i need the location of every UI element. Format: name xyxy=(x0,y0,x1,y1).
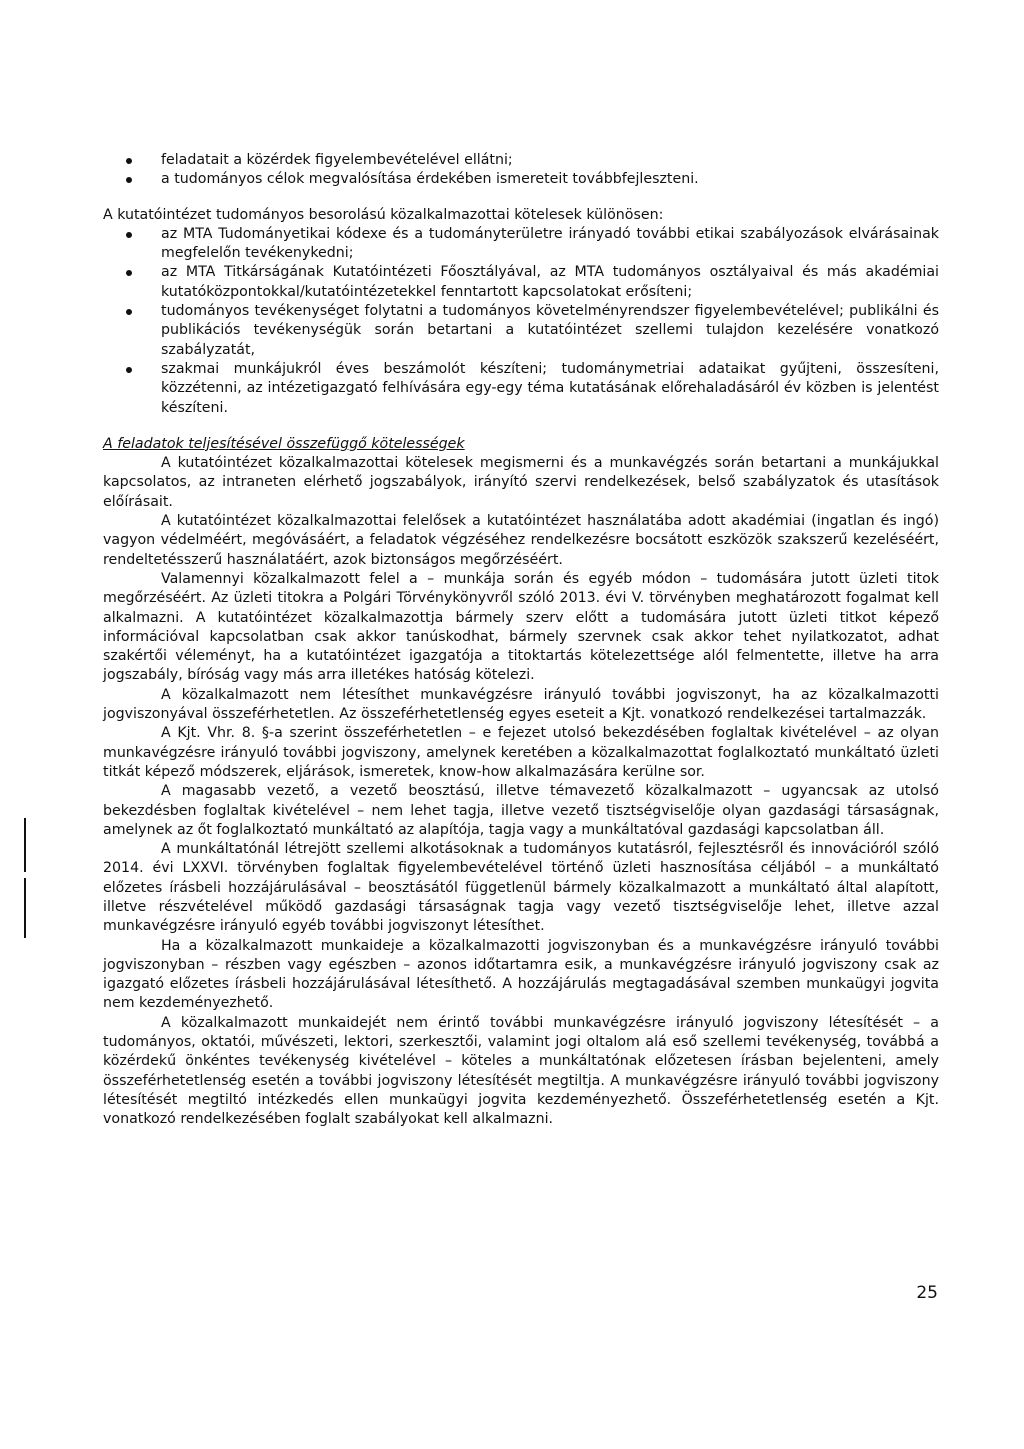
paragraph: A közalkalmazott nem létesíthet munkavégzésre irányuló további jogviszonyt, ha az közalkalmazotti jogviszonyával összeférhetetlen. Az összeférhetetlenség egyes eseteit a Kjt. vonatkozó rendelkezései tartalmazzák. xyxy=(103,686,939,723)
paragraph: Valamennyi közalkalmazott felel a – munkája során és egyéb módon – tudomására jutott üzleti titok megőrzéséért. Az üzleti titokra a Polgári Törvénykönyvről szóló 2013. évi V. törvényben meghatározott fogalmat kell alkalmazni. A kutatóintézet közalkalmazottja bármely szerv előtt a tudomására jutott üzleti titkot képező információval kapcsolatban csak akkor tanúskodhat, bármely szervnek csak akkor tehet nyilatkozatot, adhat szakértői véleményt, ha a kutatóintézet igazgatója a titoktartás kötelezettsége alól felmentette, illetve ha arra jogszabály, bíróság vagy más arra illetékes hatóság kötelezi. xyxy=(103,570,939,684)
paragraph: Ha a közalkalmazott munkaideje a közalkalmazotti jogviszonyban és a munkavégzésre irányuló további jogviszonyban – részben vagy egészben – azonos időtartamra esik, a munkavégzésre irányuló jogviszony csak az igazgató előzetes írásbeli hozzájárulásával létesíthető. A hozzájárulás megtagadásával szemben munkaügyi jogvita nem kezdeményezhető. xyxy=(103,937,939,1012)
change-bar xyxy=(24,818,26,872)
obligations-bullet-list xyxy=(103,225,939,418)
list-item: az MTA Titkárságának Kutatóintézeti Főosztályával, az MTA tudományos osztályaival és más akadémiai kutatóközpontokkal/kutatóintézetekkel fenntartott kapcsolatokat erősíteni; xyxy=(103,263,939,302)
paragraph: A közalkalmazott munkaidejét nem érintő további munkavégzésre irányuló jogviszony létesítését – a tudományos, oktatói, művészeti, lektori, szerkesztői, valamint jogi oltalom alá eső szellemi tevékenység, továbbá a közérdekű önkéntes tevékenység kivételével – köteles a munkáltatónak előzetesen írásban bejelenteni, amely összeférhetetlenség esetén a további jogviszony létesítését megtiltja. A munkavégzésre irányuló további jogviszony létesítését megtiltó intézkedés ellen munkaügyi jogvita kezdeményezhető. Összeférhetetlenség esetén a Kjt. vonatkozó rendelkezésében foglalt szabályokat kell alkalmazni. xyxy=(103,1014,939,1128)
change-bar xyxy=(24,878,26,938)
paragraph: A kutatóintézet közalkalmazottai felelősek a kutatóintézet használatába adott akadémiai (ingatlan és ingó) vagyon védelméért, megóvásáért, a feladatok végzéséhez rendelkezésre bocsátott eszközök szakszerű kezeléséért, rendeltetésszerű használatáért, azok biztonságos megőrzéséért. xyxy=(103,513,939,568)
obligations-intro: A kutatóintézet tudományos besorolású közalkalmazottai kötelesek különösen: xyxy=(103,206,664,223)
list-item: tudományos tevékenységet folytatni a tudományos követelményrendszer figyelembevételével; publikálni és publikációs tevékenységük során betartani a kutatóintézet szellemi tulajdon kezelésére vonatkozó szabályzatát, xyxy=(103,302,939,360)
paragraph: A Kjt. Vhr. 8. §-a szerint összeférhetetlen – e fejezet utolsó bekezdésében foglaltak kivételével – az olyan munkavégzésre irányuló további jogviszony, amelynek keretében a közalkalmazottat foglalkoztató munkáltató üzleti titkát képező módszerek, eljárások, ismeretek, know-how alkalmazására kerülne sor. xyxy=(103,725,939,780)
paragraph: A munkáltatónál létrejött szellemi alkotásoknak a tudományos kutatásról, fejlesztésről és innovációról szóló 2014. évi LXXVI. törvényben foglaltak figyelembevételével történő üzleti hasznosítása céljából – a munkáltató előzetes írásbeli hozzájárulásával – beosztásától függetlenül bármely közalkalmazott a munkáltató által alapított, illetve részvételével működő gazdasági társaságnak tagja vagy vezető tisztségviselője lehet, illetve azzal munkavégzésre irányuló egyéb további jogviszonyt létesíthet. xyxy=(103,841,939,935)
task-bullet-list xyxy=(103,151,939,190)
section-heading: A feladatok teljesítésével összefüggő kötelességek xyxy=(103,435,465,452)
page-number: 25 xyxy=(916,1283,938,1303)
list-item: feladatait a közérdek figyelembevételével ellátni; xyxy=(103,151,939,170)
paragraph: A kutatóintézet közalkalmazottai kötelesek megismerni és a munkavégzés során betartani a munkájukkal kapcsolatos, az intraneten elérhető jogszabályok, irányító szervi rendelkezések, belső szabályzatok és utasítások előírásait. xyxy=(103,455,939,510)
list-item: az MTA Tudományetikai kódexe és a tudományterületre irányadó további etikai szabályozások elvárásainak megfelelőn tevékenykedni; xyxy=(103,225,939,264)
list-item: a tudományos célok megvalósítása érdekében ismereteit továbbfejleszteni. xyxy=(103,170,939,189)
list-item: szakmai munkájukról éves beszámolót készíteni; tudománymetriai adataikat gyűjteni, összesíteni, közzétenni, az intézetigazgató felhívására egy-egy téma kutatásának előrehaladásáról év közben is jelentést készíteni. xyxy=(103,360,939,418)
document-body xyxy=(103,151,939,1130)
paragraph: A magasabb vezető, a vezető beosztású, illetve témavezető közalkalmazott – ugyancsak az utolsó bekezdésben foglaltak kivételével – nem lehet tagja, illetve vezető tisztségviselője olyan gazdasági társaságnak, amelynek az őt foglalkoztató munkáltató az alapítója, tagja vagy a munkáltatóval gazdasági kapcsolatban áll. xyxy=(103,783,939,838)
